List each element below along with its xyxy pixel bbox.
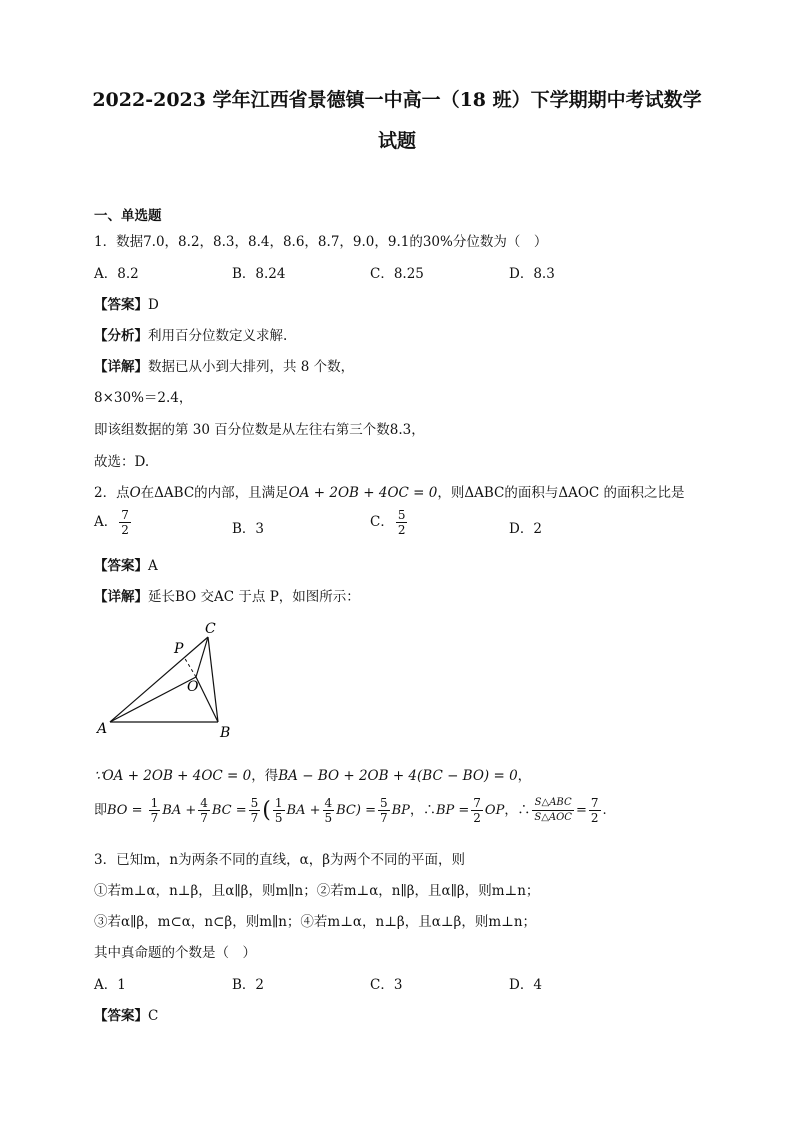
segment-bo xyxy=(196,677,218,722)
label-c: C xyxy=(205,621,216,637)
d2-t5: BP xyxy=(391,803,410,818)
q2-derivation-2 xyxy=(94,796,607,825)
q1-option-d: D．8.3 xyxy=(509,266,555,282)
q1-detail-2: 8×30%＝2.4， xyxy=(94,390,193,406)
q2-option-a-label: A． xyxy=(94,514,118,530)
frac-8 xyxy=(532,796,574,825)
q3-option-c: C．3 xyxy=(370,977,403,993)
segment-op-dashed xyxy=(184,657,196,677)
d2-t1: BA + xyxy=(162,803,197,818)
answer-tag: 【答案】 xyxy=(94,1008,148,1024)
answer-value: D xyxy=(148,297,159,313)
segment-co xyxy=(196,637,208,677)
frac-3 xyxy=(249,796,261,825)
detail-tag: 【详解】 xyxy=(94,589,148,605)
label-p: P xyxy=(174,641,184,657)
fraction-num: 4 xyxy=(200,796,208,810)
q2-option-c xyxy=(370,508,409,537)
label-a: A xyxy=(97,721,108,737)
q2-derivation-1-a: ∵OA + 2OB + 4OC = 0 xyxy=(94,768,252,784)
fraction-den: 2 xyxy=(473,811,481,825)
q2-detail-1 xyxy=(94,585,360,605)
q3-statement-2: ③若α∥β，m⊂α，n⊂β，则m∥n；④若m⊥α，n⊥β，且α⊥β，则m⊥n； xyxy=(94,914,537,930)
segment-ao xyxy=(110,677,196,722)
page-title-line1: 2022-2023 学年江西省景德镇一中高一（18 班）下学期期中考试数学 xyxy=(92,89,702,111)
fraction-den: 5 xyxy=(324,811,333,825)
fraction-num: 7 xyxy=(590,796,599,810)
d2-paren: ( xyxy=(262,798,271,823)
label-b: B xyxy=(220,725,231,741)
q2-option-c-label: C． xyxy=(370,514,394,530)
frac-7 xyxy=(471,796,483,825)
d2-t3: BA + xyxy=(286,803,321,818)
d2-t8: = xyxy=(575,803,587,818)
frac-5 xyxy=(323,796,335,825)
fraction-num: 1 xyxy=(274,796,283,810)
d2-t4: BC) = xyxy=(336,803,376,818)
fraction-den: 2 xyxy=(121,523,129,537)
q2-option-c-fraction xyxy=(396,508,408,537)
d2-t7: OP xyxy=(484,803,505,818)
triangle-figure xyxy=(92,615,252,745)
q2-derivation-1-d: ， xyxy=(517,768,532,784)
detail-tag: 【详解】 xyxy=(94,359,148,375)
q2-derivation-1 xyxy=(94,764,531,784)
detail-text: 延长BO 交AC 于点 P，如图所示： xyxy=(148,589,360,605)
fraction-den: 2 xyxy=(590,811,599,825)
q2-stem-o: O xyxy=(129,485,141,501)
fraction-num: 1 xyxy=(150,796,159,810)
q3-option-d: D．4 xyxy=(509,977,542,993)
d2-sep1: ，∴ xyxy=(409,803,436,818)
fraction-num: S△ABC xyxy=(532,796,574,811)
d2-prefix: 即 xyxy=(94,803,108,818)
fraction-den: 7 xyxy=(200,811,208,825)
fraction-den: S△AOC xyxy=(534,812,572,823)
q1-answer xyxy=(94,293,159,313)
d2-t6: BP = xyxy=(435,803,470,818)
q3-option-b: B．2 xyxy=(232,977,265,993)
section-heading: 一、单选题 xyxy=(94,208,162,224)
q3-question: 其中真命题的个数是（ ） xyxy=(94,945,256,961)
fraction-den: 5 xyxy=(274,811,283,825)
q3-option-a: A．1 xyxy=(94,977,126,993)
q1-analysis xyxy=(94,324,287,344)
q2-derivation-1-c: BA − BO + 2OB + 4(BC − BO) = 0 xyxy=(278,768,518,784)
q1-stem: 1．数据7.0，8.2，8.3，8.4，8.6，8.7，9.0，9.1的30%分位数为（ ） xyxy=(94,234,548,250)
frac-4 xyxy=(273,796,285,825)
q3-answer xyxy=(94,1004,158,1024)
q2-option-a xyxy=(94,508,133,537)
frac-9 xyxy=(589,796,601,825)
d2-t2: BC = xyxy=(211,803,247,818)
fraction-num: 5 xyxy=(397,508,406,522)
q2-stem-b: 在ΔABC的内部，且满足 xyxy=(140,485,289,501)
fraction-den: 7 xyxy=(250,811,259,825)
q1-option-b: B．8.24 xyxy=(232,266,286,282)
q2-stem-a: 2．点 xyxy=(94,485,130,501)
d2-end: . xyxy=(602,803,607,818)
fraction-den: 7 xyxy=(150,811,159,825)
q1-option-c: C．8.25 xyxy=(370,266,424,282)
analysis-text: 利用百分位数定义求解. xyxy=(148,328,288,344)
q2-derivation-1-b: ，得 xyxy=(251,768,279,784)
q2-answer xyxy=(94,554,158,574)
answer-value: C xyxy=(148,1008,159,1024)
q2-option-d: D．2 xyxy=(509,521,542,537)
label-o: O xyxy=(187,679,199,695)
fraction-num: 5 xyxy=(379,796,388,810)
q3-stem: 3．已知m，n为两条不同的直线，α，β为两个不同的平面，则 xyxy=(94,852,466,868)
page-title-line2: 试题 xyxy=(377,130,416,152)
fraction-num: 5 xyxy=(250,796,259,810)
answer-tag: 【答案】 xyxy=(94,297,148,313)
d2-sep2: ，∴ xyxy=(504,803,531,818)
q2-stem xyxy=(94,481,685,501)
frac-1 xyxy=(149,796,161,825)
q3-statement-1: ①若m⊥α，n⊥β，且α∥β，则m∥n；②若m⊥α，n∥β，且α∥β，则m⊥n； xyxy=(94,883,540,899)
fraction-den: 7 xyxy=(379,811,388,825)
q1-detail-3: 即该组数据的第 30 百分位数是从左往右第三个数8.3， xyxy=(94,422,425,438)
analysis-tag: 【分析】 xyxy=(94,328,148,344)
q1-detail-1 xyxy=(94,355,354,375)
answer-tag: 【答案】 xyxy=(94,558,148,574)
fraction-den: 2 xyxy=(397,523,406,537)
fraction-num: 4 xyxy=(324,796,333,810)
q1-option-a: A．8.2 xyxy=(94,266,139,282)
d2-eq1: BO = xyxy=(107,803,147,818)
frac-6 xyxy=(378,796,390,825)
fraction-num: 7 xyxy=(121,508,129,522)
fraction-num: 7 xyxy=(473,796,481,810)
detail-text: 数据已从小到大排列，共 8 个数， xyxy=(148,359,355,375)
q2-stem-eq: OA + 2OB + 4OC = 0 xyxy=(288,485,438,501)
edge-bc xyxy=(208,637,218,722)
frac-2 xyxy=(198,796,210,825)
q2-option-a-fraction xyxy=(119,508,131,537)
q2-option-b: B．3 xyxy=(232,521,265,537)
q1-detail-4: 故选：D. xyxy=(94,454,150,470)
q2-stem-c: ，则ΔABC的面积与ΔAOC 的面积之比是 xyxy=(437,485,685,501)
answer-value: A xyxy=(148,558,158,574)
